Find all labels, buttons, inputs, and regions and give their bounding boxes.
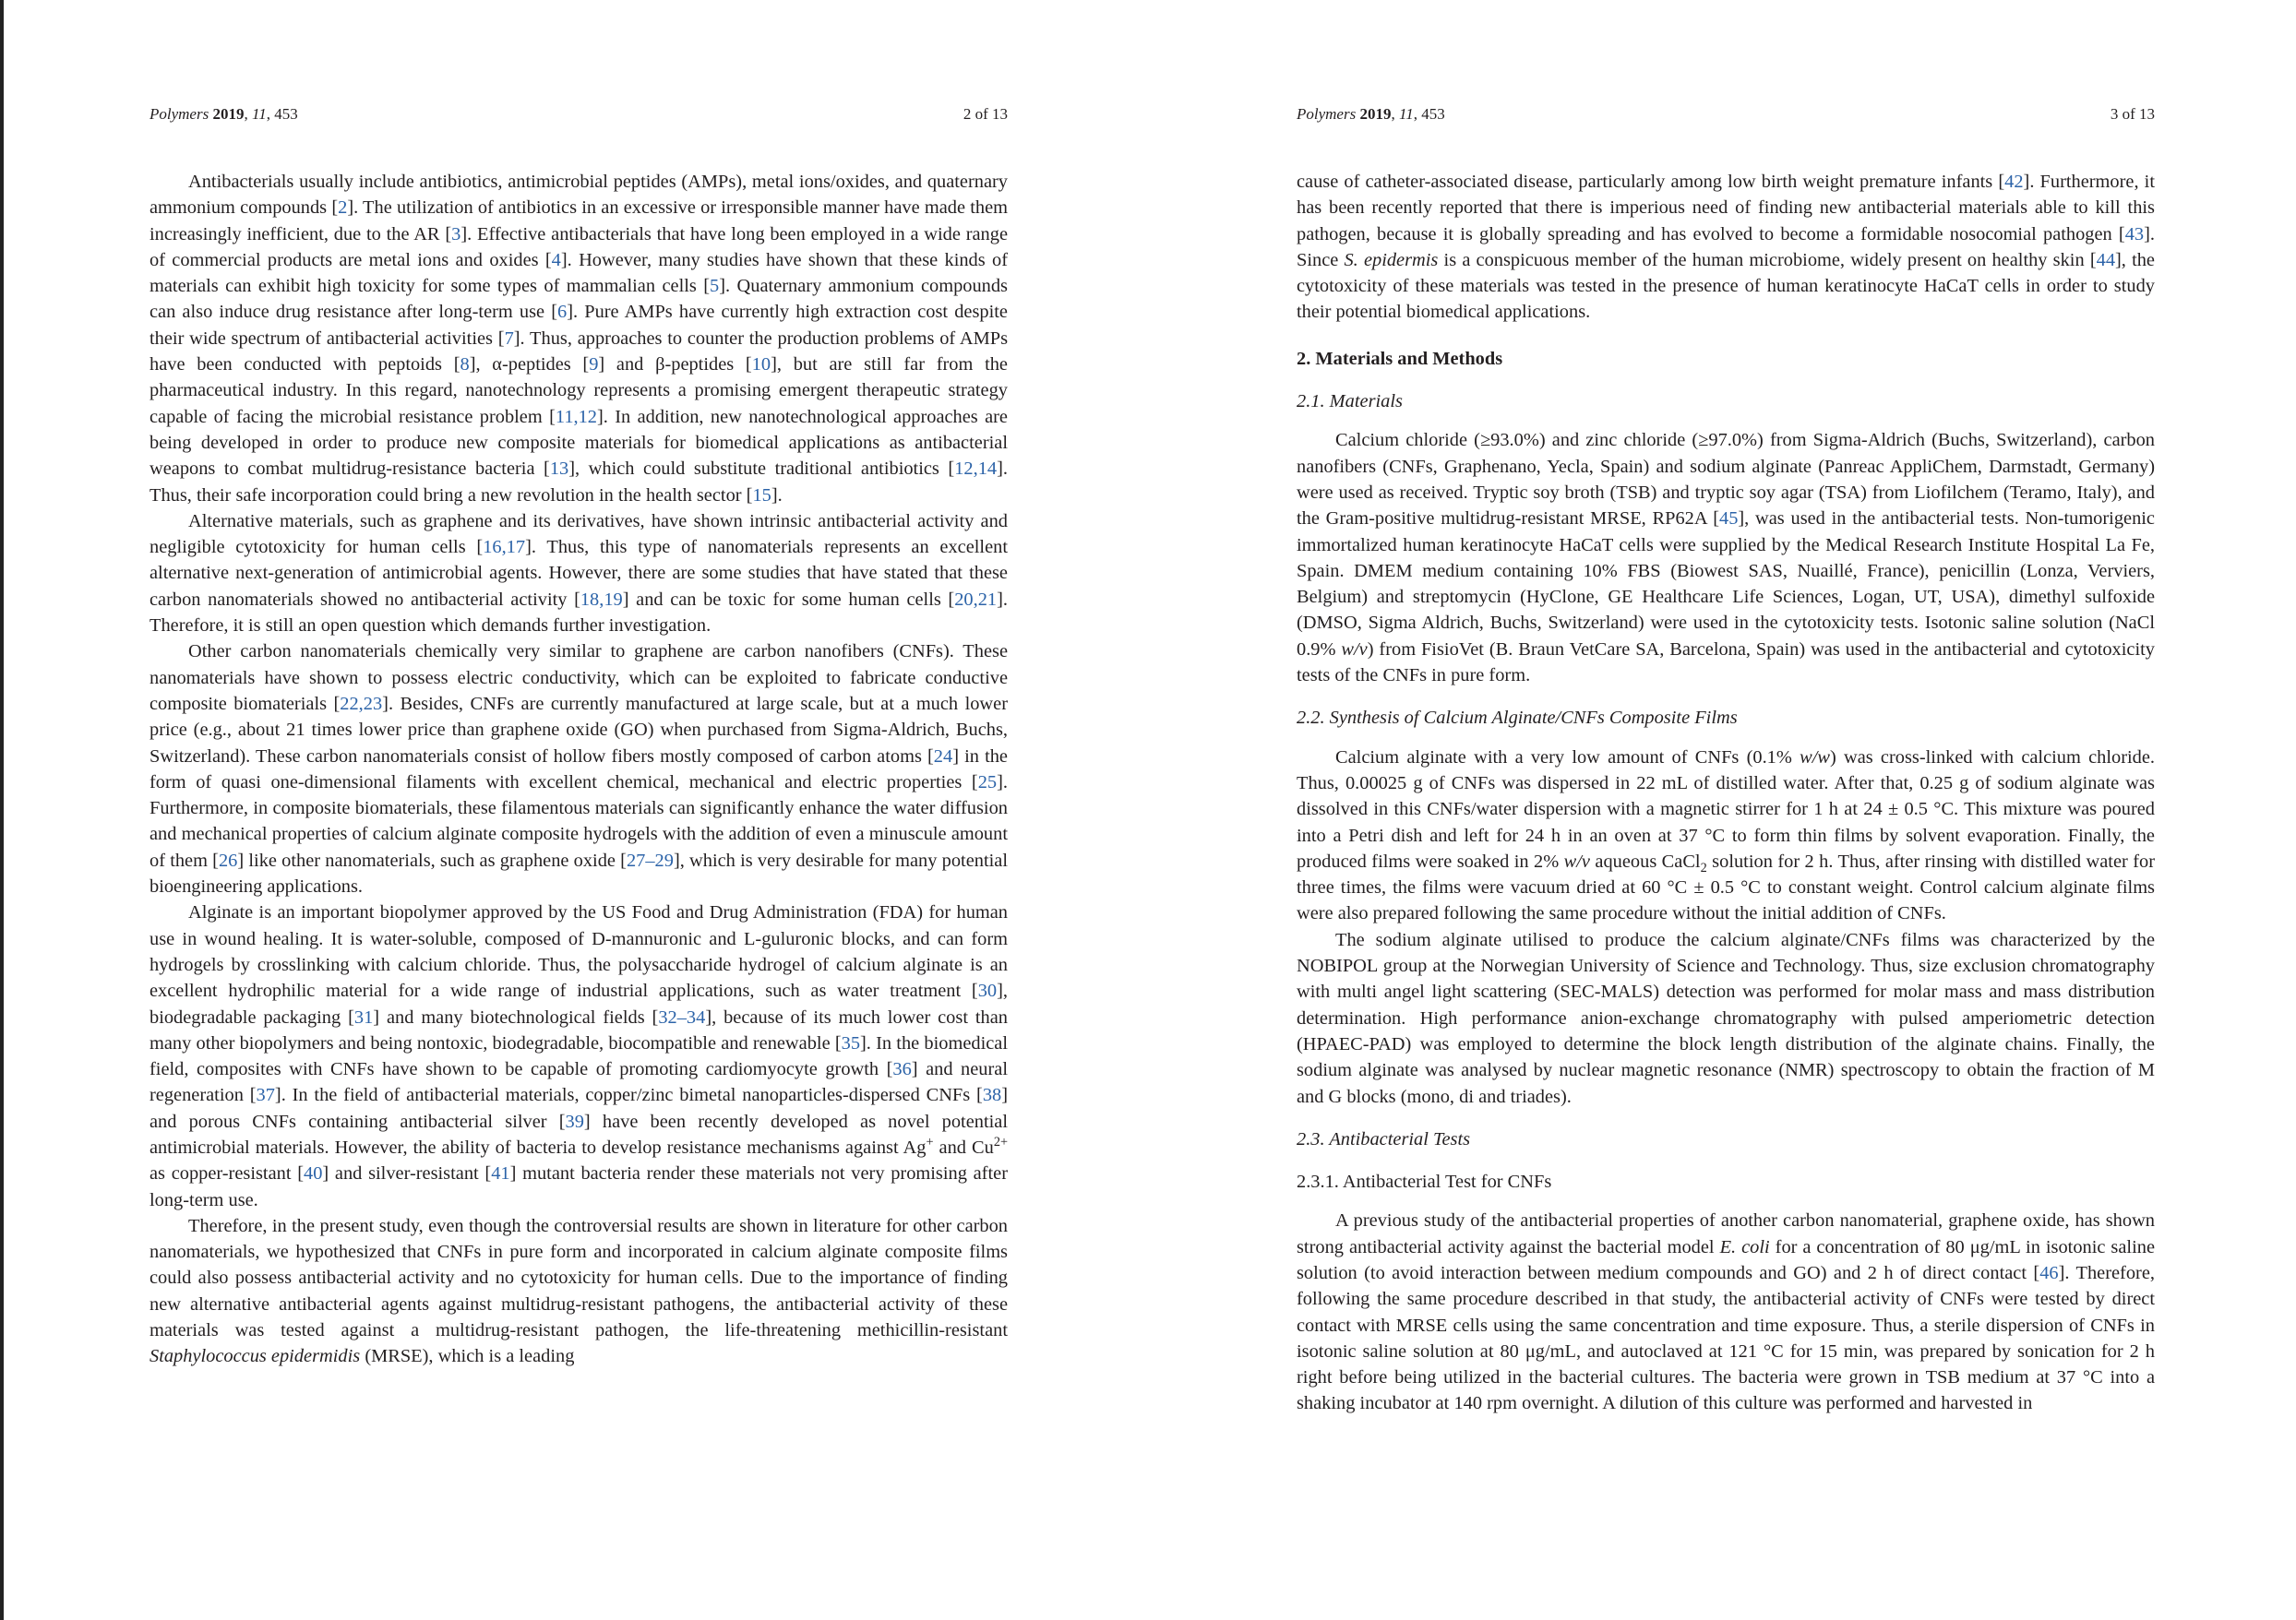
body-paragraph: Antibacterials usually include antibiotics, antimicrobial peptides (AMPs), metal ions/oxides, and quaternary ammonium compounds [2]. The utilization of antibiotics in an excessive or irresponsible manner have made them increasingly inefficient, due to the AR [3]. Effective antibacterials that have long been employed in a wide range of commercial products are metal ions and oxides [4]. However, many studies have shown that these kinds of materials can exhibit high toxicity for some types of mammalian cells [5]. Quaternary ammonium compounds can also induce drug resistance after long-term use [6]. Pure AMPs have currently high extraction cost despite their wide spectrum of antibacterial activities [7]. Thus, approaches to counter the production problems of AMPs have been conducted with peptoids [8], α-peptides [9] and β-peptides [10], but are still far from the pharmaceutical industry. In this regard, nanotechnology represents a promising emergent therapeutic strategy capable of facing the microbial resistance problem [11,12]. In addition, new nanotechnological approaches are being developed in order to produce new composite materials for biomedical applications as antibacterial weapons to combat multidrug-resistance bacteria [13], which could substitute traditional antibiotics [12,14]. Thus, their safe incorporation could bring a new revolution in the health sector [15]. [149, 172, 1009, 506]
section-heading: 2. Materials and Methods [1297, 348, 1503, 369]
body-paragraph: Alginate is an important biopolymer approved by the US Food and Drug Administration (FDA) for human use in wound healing. It is water-soluble, composed of D-mannuronic and L-guluronic blocks, and can form hydrogels by crosslinking with calcium chloride. Thus, the polysaccharide hydrogel of calcium alginate is an excellent hydrophilic material for a wide range of industrial applications, such as water treatment [30], biodegradable packaging [31] and many biotechnological fields [32–34], because of its much lower cost than many other biopolymers and being nontoxic, biodegradable, biocompatible and renewable [35]. In the biomedical field, composites with CNFs have shown to be capable of promoting cardiomyocyte growth [36] and neural regeneration [37]. In the field of antibacterial materials, copper/zinc bimetal nanoparticles-dispersed CNFs [38] and porous CNFs containing antibacterial silver [39] have been recently developed as novel potential antimicrobial materials. However, the ability of bacteria to develop resistance mechanisms against Ag+ and $Cu^{2+}$ as copper-resistant [40] and silver-resistant [41] mutant bacteria render these materials not very promising after long-term use. [149, 902, 1009, 1210]
subsection-heading: 2.3. Antibacterial Tests [1297, 1128, 1471, 1149]
citation-link[interactable]: 37 [256, 1085, 275, 1106]
italic-text: Staphylococcus epidermidis [149, 1346, 361, 1367]
citation-link[interactable]: 40 [304, 1163, 323, 1185]
citation-link[interactable]: 18,19 [580, 589, 623, 610]
body-paragraph: A previous study of the antibacterial properties of another carbon nanomaterial, graphene oxide, has shown strong antibacterial activity against the bacterial model E. coli for a concentration of 80 μg/mL in isotonic saline solution (to avoid interaction between medium compounds and GO) and 2 h of direct contact [46]. Therefore, following the same procedure described in that study, the antibacterial activity of CNFs were tested by direct contact with MRSE cells using the same concentration and time exposure. Thus, a sterile dispersion of CNFs in isotonic saline solution at 80 μg/mL, and autoclaved at 121 °C for 15 min, was prepared by sonication for 2 h right before being utilized in the bacterial cultures. The bacteria were grown in TSB medium at 37 °C into a shaking incubator at 140 rpm overnight. A dilution of this culture was performed and harvested in [1297, 1210, 2155, 1414]
citation-link[interactable]: 35 [841, 1032, 861, 1054]
citation-link[interactable]: 30 [977, 981, 998, 1002]
superscript: 2+ [993, 1135, 1008, 1150]
running-head: Polymers 2019, 11, 453 [149, 105, 298, 123]
italic-text: E. coli [1719, 1236, 1770, 1257]
citation-link[interactable]: 22,23 [340, 693, 383, 714]
running-head: Polymers 2019, 11, 453 [1297, 105, 1445, 123]
citation-link[interactable]: 5 [710, 276, 720, 297]
citation-link[interactable]: 43 [2124, 223, 2145, 244]
citation-link[interactable]: 25 [977, 771, 998, 792]
citation-link[interactable]: 41 [491, 1163, 510, 1185]
citation-link[interactable]: 4 [551, 249, 561, 270]
citation-link[interactable]: 10 [751, 354, 771, 375]
subsection-heading: 2.2. Synthesis of Calcium Alginate/CNFs Composite Films [1297, 708, 1738, 729]
citation-link[interactable]: 32–34 [658, 1007, 706, 1028]
citation-link[interactable]: 31 [353, 1007, 374, 1028]
citation-link[interactable]: 13 [549, 459, 569, 480]
citation-link[interactable]: 27–29 [626, 850, 674, 871]
body-paragraph: Other carbon nanomaterials chemically very similar to graphene are carbon nanofibers (CNFs). These nanomaterials have shown to possess electric conductivity, which can be exploited to fabricate conductive composite biomaterials [22,23]. Besides, CNFs are currently manufactured at large scale, but at a much lower price (e.g., about 21 times lower price than graphene oxide (GO) when purchased from Sigma-Aldrich, Buchs, Switzerland). These carbon nanomaterials consist of hollow fibers mostly composed of carbon atoms [24] in the form of quasi one-dimensional filaments with excellent chemical, mechanical and electric properties [25]. Furthermore, in composite biomaterials, these filamentous materials can significantly enhance the water diffusion and mechanical properties of calcium alginate composite hydrogels with the addition of even a minuscule amount of them [26] like other nanomaterials, such as graphene oxide [27–29], which is very desirable for many potential bioengineering applications. [149, 641, 1008, 898]
subsubsection-heading: 2.3.1. Antibacterial Test for CNFs [1297, 1172, 1552, 1193]
subsection-heading: 2.1. Materials [1297, 391, 1403, 412]
body-paragraph: Alternative materials, such as graphene and its derivatives, have shown intrinsic antibacterial activity and negligible cytotoxicity for human cells [16,17]. Thus, this type of nanomaterials represents an excellent alternative next-generation of antimicrobial agents. However, there are some studies that have stated that these carbon nanomaterials showed no antibacterial activity [18,19] and can be toxic for some human cells [20,21]. Therefore, it is still an open question which demands further investigation. [149, 510, 1008, 637]
citation-link[interactable]: 6 [557, 302, 568, 323]
page-2 [149, 0, 1008, 1620]
citation-link[interactable]: 26 [218, 850, 238, 871]
page-number: 2 of 13 [963, 105, 1008, 123]
citation-link[interactable]: 7 [504, 328, 514, 349]
page-body [149, 169, 1008, 1370]
body-paragraph: The sodium alginate utilised to produce the calcium alginate/CNFs films was characterized by the NOBIPOL group at the Norwegian University of Science and Technology. Thus, size exclusion chromatography with multi angel light scattering (SEC-MALS) detection was performed for molar mass and mass distribution determination. High performance anion-exchange chromatography with pulsed amperiometric detection (HPAEC-PAD) was employed to determine the block length distribution of the alginate chains. Finally, the sodium alginate was analysed by nuclear magnetic resonance (NMR) spectroscopy to obtain the fraction of M and G blocks (mono, di and triades). [1297, 929, 2155, 1107]
citation-link[interactable]: 12,14 [954, 459, 998, 480]
citation-link[interactable]: 39 [565, 1111, 584, 1132]
citation-link[interactable]: 36 [892, 1059, 912, 1080]
citation-link[interactable]: 45 [1719, 508, 1739, 530]
page-header [149, 105, 1008, 124]
body-paragraph: Calcium alginate with a very low amount of CNFs (0.1% w/w) was cross-linked with calcium chloride. Thus, 0.00025 g of CNFs was dispersed in 22 mL of distilled water. After that, 0.25 g of sodium alginate was dissolved in this CNFs/water dispersion with a magnetic stirrer for 1 h at 24 ± 0.5 °C. This mixture was poured into a Petri dish and left for 24 h in an oven at 37 °C to form thin films by solvent evaporation. Finally, the produced films were soaked in 2% w/v aqueous CaCl$_2$ solution for 2 h. Thus, after rinsing with distilled water for three times, the films were vacuum dried at 60 °C ± 0.5 °C to constant weight. Control calcium alginate films were also prepared following the same procedure without the initial addition of CNFs. [1297, 746, 2156, 924]
page-3 [1297, 0, 2155, 1620]
citation-link[interactable]: 9 [589, 354, 599, 375]
page-header [1297, 105, 2155, 124]
page-number: 3 of 13 [2110, 105, 2155, 123]
italic-text: w/w [1800, 746, 1830, 768]
superscript: + [926, 1135, 934, 1150]
subscript: 2 [1700, 860, 1707, 876]
citation-link[interactable]: 3 [451, 223, 461, 244]
page-body [1297, 169, 2155, 1417]
body-paragraph: Therefore, in the present study, even though the controversial results are shown in literature for other carbon nanomaterials, we hypothesized that CNFs in pure form and incorporated in calcium alginate composite films could also possess antibacterial activity and no cytotoxicity for human cells. Due to the importance of finding new alternative antibacterial agents against multidrug-resistant pathogens, the antibacterial activity of these materials was tested against a multidrug-resistant pathogen, the life-threatening methicillin-resistant Staphylococcus epidermidis (MRSE), which is a leading [149, 1215, 1008, 1367]
citation-link[interactable]: 2 [338, 197, 348, 219]
body-paragraph: cause of catheter-associated disease, particularly among low birth weight premature infants [42]. Furthermore, it has been recently reported that there is imperious need of finding new antibacterial materials able to kill this pathogen, because it is globally spreading and has evolved to become a formidable nosocomial pathogen [43]. Since S. epidermis is a conspicuous member of the human microbiome, widely present on healthy skin [44], the cytotoxicity of these materials was tested in the presence of human keratinocyte HaCaT cells in order to study their potential biomedical applications. [1297, 172, 2155, 323]
citation-link[interactable]: 20,21 [954, 589, 998, 610]
window-left-edge [0, 0, 4, 1620]
citation-link[interactable]: 46 [2039, 1262, 2059, 1283]
citation-link[interactable]: 42 [2004, 172, 2024, 192]
citation-link[interactable]: 44 [2096, 249, 2116, 270]
italic-text: S. epidermis [1344, 249, 1439, 270]
citation-link[interactable]: 16,17 [483, 537, 526, 558]
citation-link[interactable]: 8 [460, 354, 470, 375]
italic-text: w/v [1563, 851, 1590, 872]
citation-link[interactable]: 11,12 [555, 406, 597, 427]
citation-link[interactable]: 24 [933, 745, 953, 767]
italic-text: w/v [1341, 638, 1368, 660]
citation-link[interactable]: 38 [982, 1085, 1002, 1106]
citation-link[interactable]: 15 [752, 484, 771, 506]
body-paragraph: Calcium chloride (≥93.0%) and zinc chloride (≥97.0%) from Sigma-Aldrich (Buchs, Switzerland), carbon nanofibers (CNFs, Graphenano, Yecla, Spain) and sodium alginate (Panreac AppliChem, Darmstadt, Germany) were used as received. Tryptic soy broth (TSB) and tryptic soy agar (TSA) from Liofilchem (Teramo, Italy), and the Gram-positive multidrug-resistant MRSE, RP62A [45], was used in the antibacterial tests. Non-tumorigenic immortalized human keratinocyte HaCaT cells were supplied by the Medical Research Institute Hospital La Fe, Spain. DMEM medium containing 10% FBS (Biowest SAS, Nuaillé, France), penicillin (Lonza, Verviers, Belgium) and streptomycin (HyClone, GE Healthcare Life Sciences, Logan, UT, USA), dimethyl sulfoxide (DMSO, Sigma Aldrich, Buchs, Switzerland) were used in the cytotoxicity tests. Isotonic saline solution (NaCl 0.9% w/v) from FisioVet (B. Braun VetCare SA, Barcelona, Spain) was used in the antibacterial and cytotoxicity tests of the CNFs in pure form. [1297, 430, 2155, 686]
